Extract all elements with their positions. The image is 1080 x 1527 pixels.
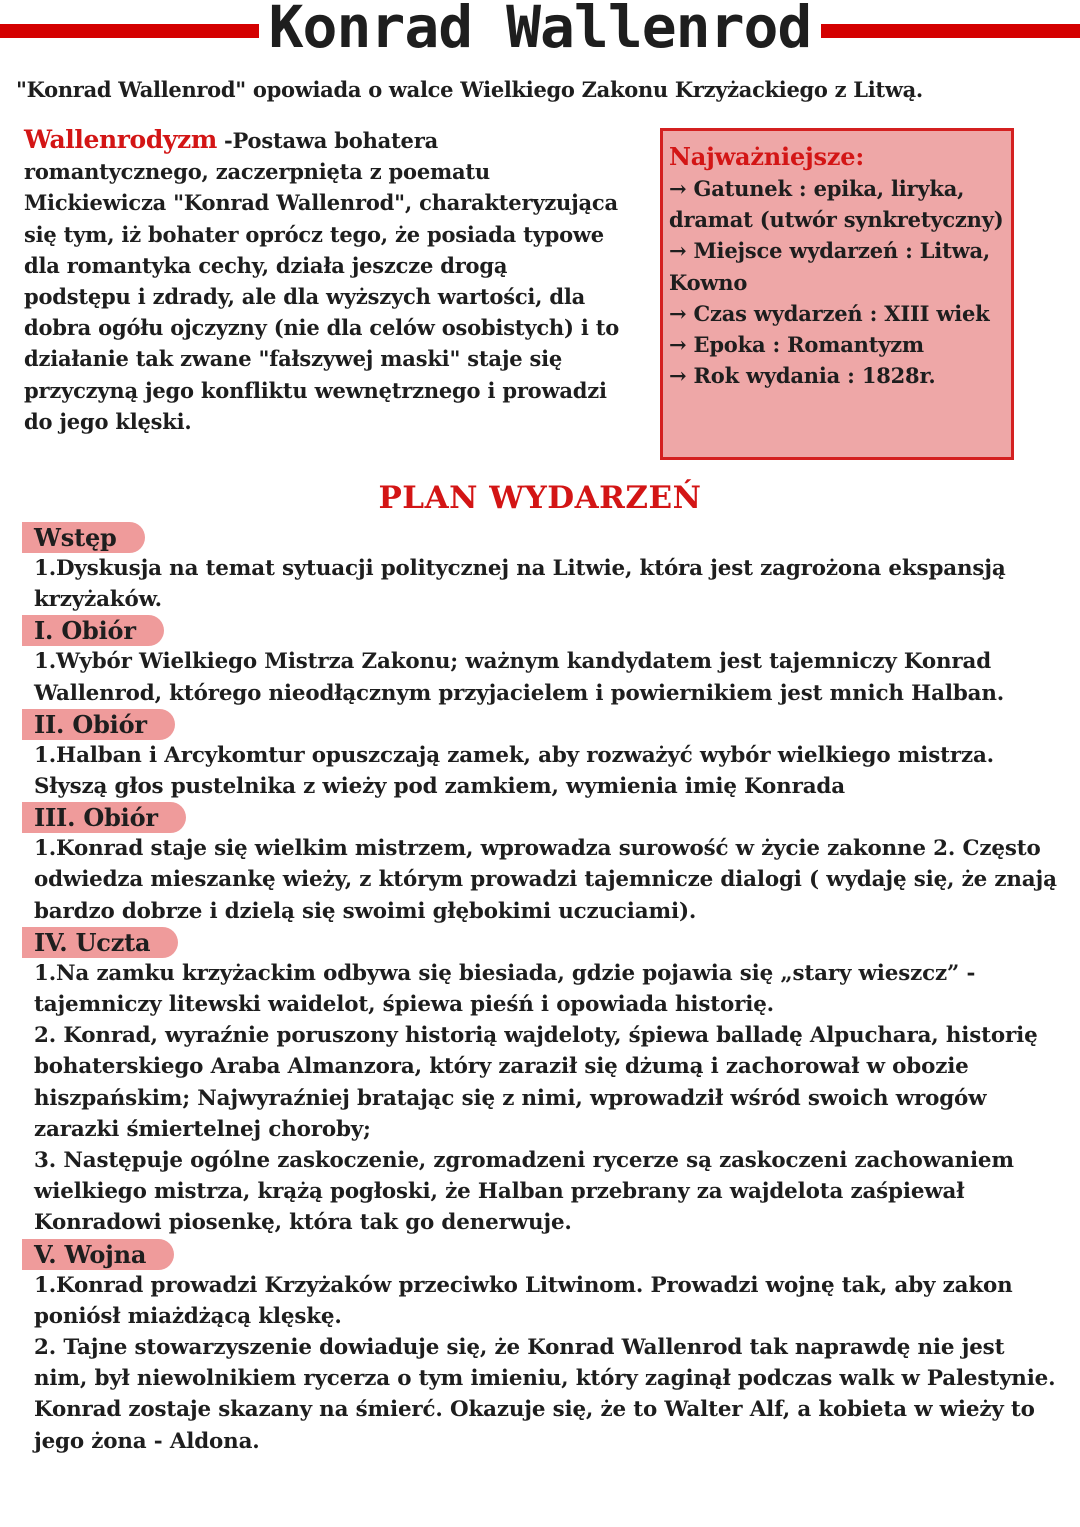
plan-section-obior-3 [22, 802, 1062, 927]
key-fact-item: → Gatunek : epika, liryka, dramat (utwór synkretyczny) [669, 176, 1004, 233]
plan-section-uczta [22, 927, 1062, 1239]
key-fact-item: → Epoka : Romantyzm [669, 332, 924, 358]
key-fact-item: → Rok wydania : 1828r. [669, 363, 936, 389]
section-line: 3. Następuje ogólne zaskoczenie, zgromadzeni rycerze są zaskoczeni zachowaniem wielkiego mistrza, krążą pogłoski, że Halban przebrany za wajdelota zaśpiewał Konradowi piosenkę, która tak go denerwuje. [34, 1148, 1014, 1236]
key-fact-item: → Czas wydarzeń : XIII wiek [669, 300, 990, 326]
section-line: 2. Konrad, wyraźnie poruszony historią wajdeloty, śpiewa balladę Alpuchara, historię bohaterskiego Araba Almanzora, który zaraził się dżumą i zachorował w obozie hiszpańskim; Najwyraźniej bratając się z nimi, wprowadził wśród swoich wrogów zarazki śmiertelnej choroby; [34, 1023, 1038, 1142]
plan-title: PLAN WYDARZEŃ [378, 480, 702, 516]
section-line: 2. Tajne stowarzyszenie dowiaduje się, że Konrad Wallenrod tak naprawdę nie jest nim, był niewolnikiem rycerza o tym imieniu, który zaginął podczas walk w Palestynie. Konrad zostaje skazany na śmierć. Okazuje się, że to Walter Alf, a kobieta w wieży to jego żona - Aldona. [34, 1335, 1056, 1454]
plan-section-wojna [22, 1239, 1062, 1457]
plan-section-obior-2 [22, 709, 1062, 802]
section-heading: II. Obiór [22, 709, 175, 740]
key-facts-title: Najważniejsze: [669, 142, 865, 171]
definition-text: -Postawa bohatera romantycznego, zaczerpnięta z poematu Mickiewicza "Konrad Wallenrod", charakteryzująca się tym, iż bohater oprócz tego, że posiada typowe dla romantyka cechy, działa jeszcze drogą podstępu i zdrady, ale dla wyższych wartości, dla dobra ogółu ojczyzny (nie dla celów osobistych) i to działanie tak zwane "fałszywej maski" staje się przyczyną jego konfliktu wewnętrznego i prowadzi do jego klęski. [24, 128, 620, 434]
intro-text: "Konrad Wallenrod" opowiada o walce Wielkiego Zakonu Krzyżackiego z Litwą. [16, 77, 923, 102]
plan-section-wstep [22, 522, 1062, 615]
section-line: 1.Na zamku krzyżackim odbywa się biesiada, gdzie pojawia się „stary wieszcz” - tajemniczy litewski waidelot, śpiewa pieśń i opowiada historię. [34, 960, 976, 1018]
section-line: 1.Dyskusja na temat sytuacji politycznej na Litwie, która jest zagrożona ekspansją krzyżaków. [34, 556, 1006, 613]
section-line: 1.Konrad prowadzi Krzyżaków przeciwko Litwinom. Prowadzi wojnę tak, aby zakon poniósł miażdżącą klęskę. [34, 1272, 1013, 1329]
section-heading: III. Obiór [22, 802, 186, 833]
section-line: 1.Halban i Arcykomtur opuszczają zamek, aby rozważyć wybór wielkiego mistrza. Słyszą głos pustelnika z wieży pod zamkiem, wymienia imię Konrada [34, 742, 994, 800]
section-heading: I. Obiór [22, 615, 164, 646]
key-facts-box [660, 128, 1014, 460]
section-heading: Wstęp [22, 522, 145, 553]
section-line: 1.Wybór Wielkiego Mistrza Zakonu; ważnym kandydatem jest tajemniczy Konrad Wallenrod, którego nieodłącznym przyjacielem i powiernikiem jest mnich Halban. [34, 649, 1005, 706]
key-fact-item: → Miejsce wydarzeń : Litwa, Kowno [669, 238, 990, 295]
page-title [0, 0, 1080, 62]
section-heading: V. Wojna [22, 1239, 174, 1270]
plan-sections [22, 522, 1062, 1457]
title-row [0, 0, 1080, 60]
definition-term: Wallenrodyzm [24, 125, 217, 154]
page-title-text: Konrad Wallenrod [259, 0, 822, 61]
section-line: 1.Konrad staje się wielkim mistrzem, wprowadza surowość w życie zakonne 2. Często odwiedza mieszankę wieży, z którym prowadzi tajemnicze dialogi ( wydaję się, że znają bardzo dobrze i dzielą się swoimi głębokimi uczuciami). [34, 836, 1057, 924]
definition-paragraph [24, 124, 620, 437]
plan-section-obior-1 [22, 615, 1062, 708]
section-heading: IV. Uczta [22, 927, 178, 958]
